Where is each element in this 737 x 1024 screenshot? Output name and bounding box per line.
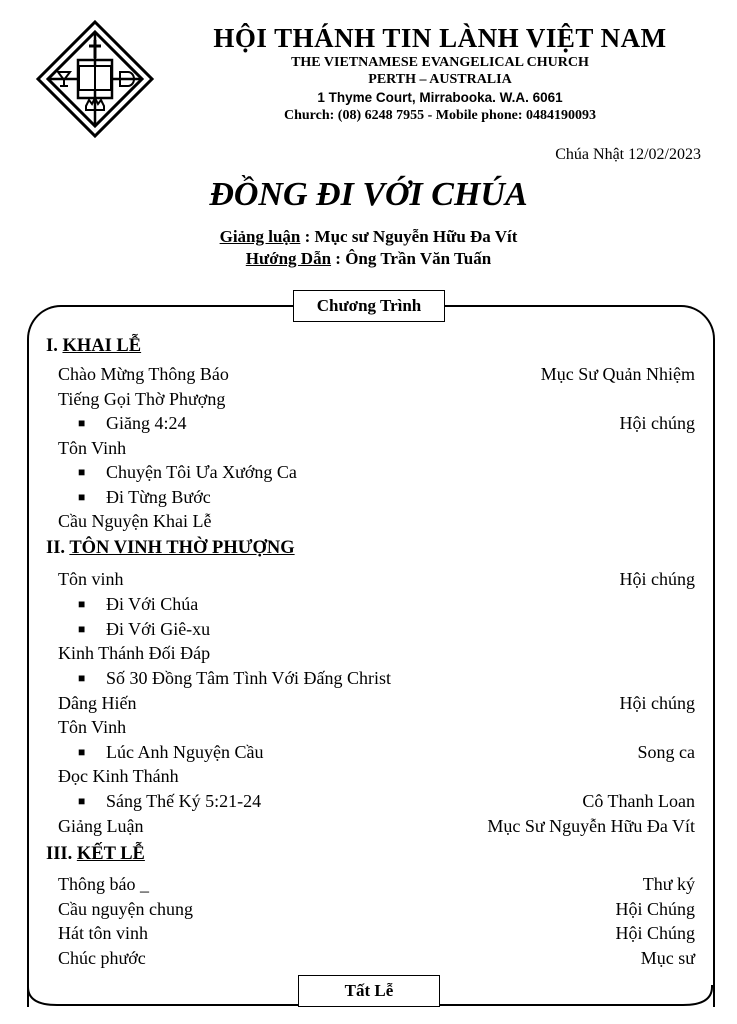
- program-row: Tôn vinh Hội chúng: [58, 569, 695, 589]
- program-row: Đọc Kinh Thánh: [58, 766, 179, 786]
- program-row: Tôn Vinh: [58, 438, 127, 458]
- program-row: Giảng Luận Mục Sư Nguyễn Hữu Đa Vít: [58, 816, 695, 836]
- church-name-vn: HỘI THÁNH TIN LÀNH VIỆT NAM: [213, 23, 667, 53]
- church-header: [160, 22, 720, 124]
- bullet-icon: ■: [78, 794, 86, 808]
- bullet-icon: ■: [78, 490, 86, 504]
- leader-label: Hướng Dẫn: [245, 249, 332, 268]
- bullet-icon: ■: [78, 597, 86, 611]
- program-row: Thông báo _ Thư ký: [58, 874, 695, 894]
- bullet-icon: ■: [78, 465, 86, 479]
- program-row: Hát tôn vinh Hội Chúng: [58, 923, 695, 943]
- bullet-icon: ■: [78, 745, 86, 759]
- program-row: Tiếng Gọi Thờ Phượng: [58, 389, 226, 409]
- program-row: ■ Đi Với Giê-xu: [78, 619, 211, 639]
- speaker-name: : Mục sư Nguyễn Hữu Đa Vít: [300, 227, 518, 246]
- section-heading: III. KẾT LỄ: [46, 844, 145, 864]
- church-address: 1 Thyme Court, Mirrabooka. W.A. 6061: [317, 90, 563, 105]
- section-heading: I. KHAI LỄ: [46, 336, 142, 356]
- section-heading: II. TÔN VINH THỜ PHƯỢNG: [46, 538, 295, 558]
- program-row: ■ Lúc Anh Nguyện Cầu Song ca: [78, 742, 695, 762]
- program-row: ■ Giăng 4:24 Hội chúng: [78, 413, 695, 433]
- program-row: Tôn Vinh: [58, 717, 127, 737]
- service-theme: ĐỒNG ĐI VỚI CHÚA: [209, 176, 528, 213]
- church-phones: Church: (08) 6248 7955 - Mobile phone: 0484190093: [283, 108, 597, 123]
- program-row: Dâng Hiến Hội chúng: [58, 693, 695, 713]
- program-row: Kinh Thánh Đối Đáp: [58, 643, 211, 663]
- leader-name: : Ông Trần Văn Tuấn: [331, 249, 492, 268]
- program-row: ■ Số 30 Đồng Tâm Tình Với Đấng Christ: [78, 668, 392, 688]
- program-row: Chào Mừng Thông Báo Mục Sư Quản Nhiệm: [58, 364, 695, 384]
- program-row: Cầu Nguyện Khai Lễ: [58, 511, 212, 531]
- program-title: Chương Trình: [293, 290, 445, 322]
- program-row: ■ Đi Từng Bước: [78, 487, 211, 507]
- bullet-icon: ■: [78, 416, 86, 430]
- program-row: ■ Đi Với Chúa: [78, 594, 199, 614]
- bullet-icon: ■: [78, 622, 86, 636]
- program-row: Chúc phước Mục sư: [58, 948, 695, 968]
- program-row: ■ Chuyện Tôi Ưa Xướng Ca: [78, 462, 297, 482]
- speaker-label: Giảng luận: [219, 227, 301, 246]
- program-row: ■ Sáng Thế Ký 5:21-24 Cô Thanh Loan: [78, 791, 695, 811]
- bullet-icon: ■: [78, 671, 86, 685]
- church-name-en: THE VIETNAMESE EVANGELICAL CHURCH: [291, 55, 589, 70]
- service-date: Chúa Nhật 12/02/2023: [555, 146, 701, 163]
- service-people: [0, 226, 737, 270]
- church-logo-cross-icon: [34, 18, 156, 140]
- church-location: PERTH – AUSTRALIA: [368, 72, 512, 87]
- program-row: Cầu nguyện chung Hội Chúng: [58, 899, 695, 919]
- closing-title: Tất Lễ: [298, 975, 440, 1007]
